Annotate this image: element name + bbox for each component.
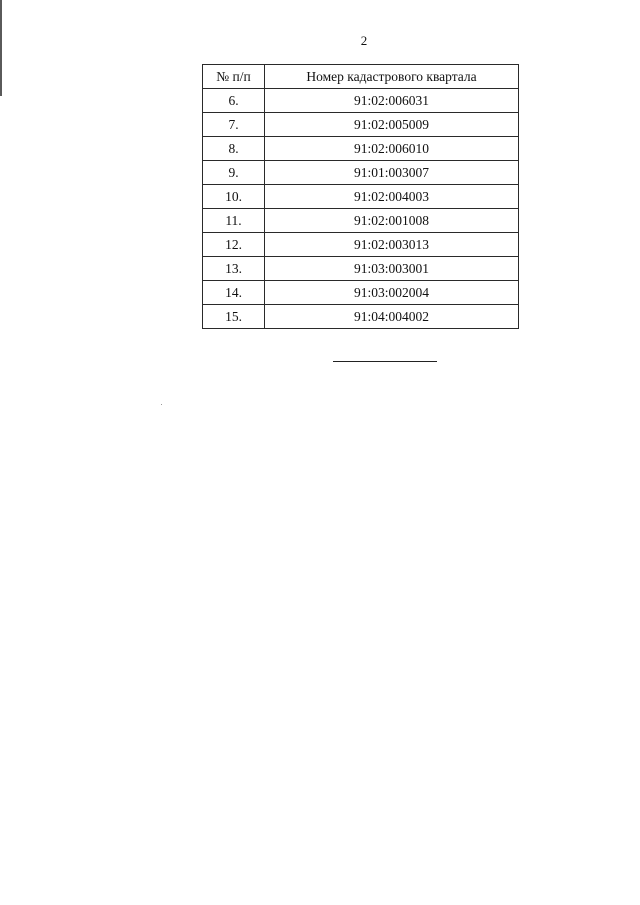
row-number-cell: 14. xyxy=(203,281,265,305)
row-number-cell: 9. xyxy=(203,161,265,185)
table-header-row xyxy=(203,65,519,89)
table-row xyxy=(203,281,519,305)
table-row xyxy=(203,233,519,257)
table-row xyxy=(203,161,519,185)
cadastral-quarter-cell: 91:02:006031 xyxy=(265,89,519,113)
table-row xyxy=(203,113,519,137)
cadastral-quarter-cell: 91:01:003007 xyxy=(265,161,519,185)
table-row xyxy=(203,89,519,113)
page-number: 2 xyxy=(360,33,368,48)
column-header-cadastral-quarter: Номер кадастрового квартала xyxy=(265,65,519,89)
cadastral-quarter-cell: 91:03:002004 xyxy=(265,281,519,305)
table-row xyxy=(203,305,519,329)
table-row xyxy=(203,137,519,161)
column-header-number: № п/п xyxy=(203,65,265,89)
cadastral-quarter-cell: 91:02:006010 xyxy=(265,137,519,161)
cadastral-quarter-cell: 91:02:004003 xyxy=(265,185,519,209)
row-number-cell: 6. xyxy=(203,89,265,113)
row-number-cell: 12. xyxy=(203,233,265,257)
closing-divider-line xyxy=(333,361,437,362)
row-number-cell: 8. xyxy=(203,137,265,161)
cadastral-quarter-cell: 91:02:003013 xyxy=(265,233,519,257)
table-row xyxy=(203,185,519,209)
cadastral-quarters-table xyxy=(202,64,519,329)
cadastral-quarter-cell: 91:03:003001 xyxy=(265,257,519,281)
row-number-cell: 7. xyxy=(203,113,265,137)
table-row xyxy=(203,209,519,233)
table-row xyxy=(203,257,519,281)
scan-edge-mark xyxy=(0,0,2,96)
row-number-cell: 15. xyxy=(203,305,265,329)
row-number-cell: 10. xyxy=(203,185,265,209)
row-number-cell: 13. xyxy=(203,257,265,281)
cadastral-quarter-cell: 91:02:001008 xyxy=(265,209,519,233)
cadastral-quarter-cell: 91:02:005009 xyxy=(265,113,519,137)
scan-speck xyxy=(161,404,162,405)
row-number-cell: 11. xyxy=(203,209,265,233)
cadastral-quarter-cell: 91:04:004002 xyxy=(265,305,519,329)
